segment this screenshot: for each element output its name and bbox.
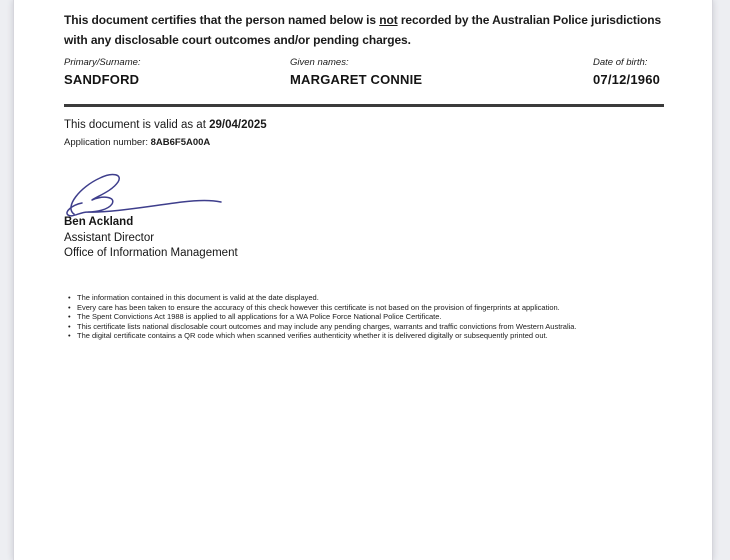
footnote-item: • The Spent Convictions Act 1988 is applied to all applications for a WA Police Force National Police Certificate. bbox=[67, 312, 677, 322]
field-given-names bbox=[290, 57, 422, 87]
statement-text-before: This document certifies that the person named below is bbox=[64, 13, 380, 27]
field-date-of-birth bbox=[593, 57, 660, 87]
signature-ink-icon bbox=[54, 169, 229, 221]
certification-statement-line1 bbox=[64, 10, 670, 30]
given-names-value: MARGARET CONNIE bbox=[290, 72, 423, 87]
date-of-birth-value: 07/12/1960 bbox=[593, 72, 661, 87]
statement-not-underlined: not bbox=[379, 13, 398, 27]
footnote-item: • The information contained in this document is valid at the date displayed. bbox=[67, 293, 677, 303]
application-number-line bbox=[64, 137, 210, 148]
field-surname bbox=[64, 57, 141, 87]
identity-fields bbox=[64, 57, 670, 99]
validity-statement bbox=[64, 119, 267, 131]
surname-value: SANDFORD bbox=[64, 72, 140, 87]
given-names-label: Given names: bbox=[290, 57, 349, 68]
signatory-department: Office of Information Management bbox=[64, 247, 238, 259]
statement-text-after: recorded by the Australian Police jurisdictions bbox=[397, 13, 662, 27]
certificate-page bbox=[13, 0, 713, 560]
validity-date: 29/04/2025 bbox=[209, 119, 267, 131]
application-number-label: Application number: bbox=[64, 137, 151, 148]
signatory-title: Assistant Director bbox=[64, 231, 155, 244]
date-of-birth-label: Date of birth: bbox=[593, 57, 648, 68]
footnote-item: • The digital certificate contains a QR code which when scanned verifies authenticity whether it is delivered digitally or subsequently printed out. bbox=[67, 331, 677, 341]
certification-statement-line2: with any disclosable court outcomes and/or pending charges. bbox=[64, 33, 411, 47]
certification-statement bbox=[64, 10, 670, 50]
surname-label: Primary/Surname: bbox=[64, 57, 141, 68]
signatory-block bbox=[64, 215, 238, 262]
footnote-item: • Every care has been taken to ensure the accuracy of this check however this certificate is not based on the provision of fingerprints at application. bbox=[67, 303, 677, 313]
validity-prefix: This document is valid as at bbox=[64, 119, 210, 131]
horizontal-divider bbox=[64, 104, 664, 107]
footnotes-list bbox=[67, 293, 677, 341]
signature-image bbox=[54, 169, 229, 221]
application-number-value: 8AB6F5A00A bbox=[150, 137, 211, 148]
signatory-name: Ben Ackland bbox=[64, 216, 134, 228]
footnote-item: • This certificate lists national disclosable court outcomes and may include any pending charges, warrants and traffic convictions from Western Australia. bbox=[67, 322, 677, 332]
